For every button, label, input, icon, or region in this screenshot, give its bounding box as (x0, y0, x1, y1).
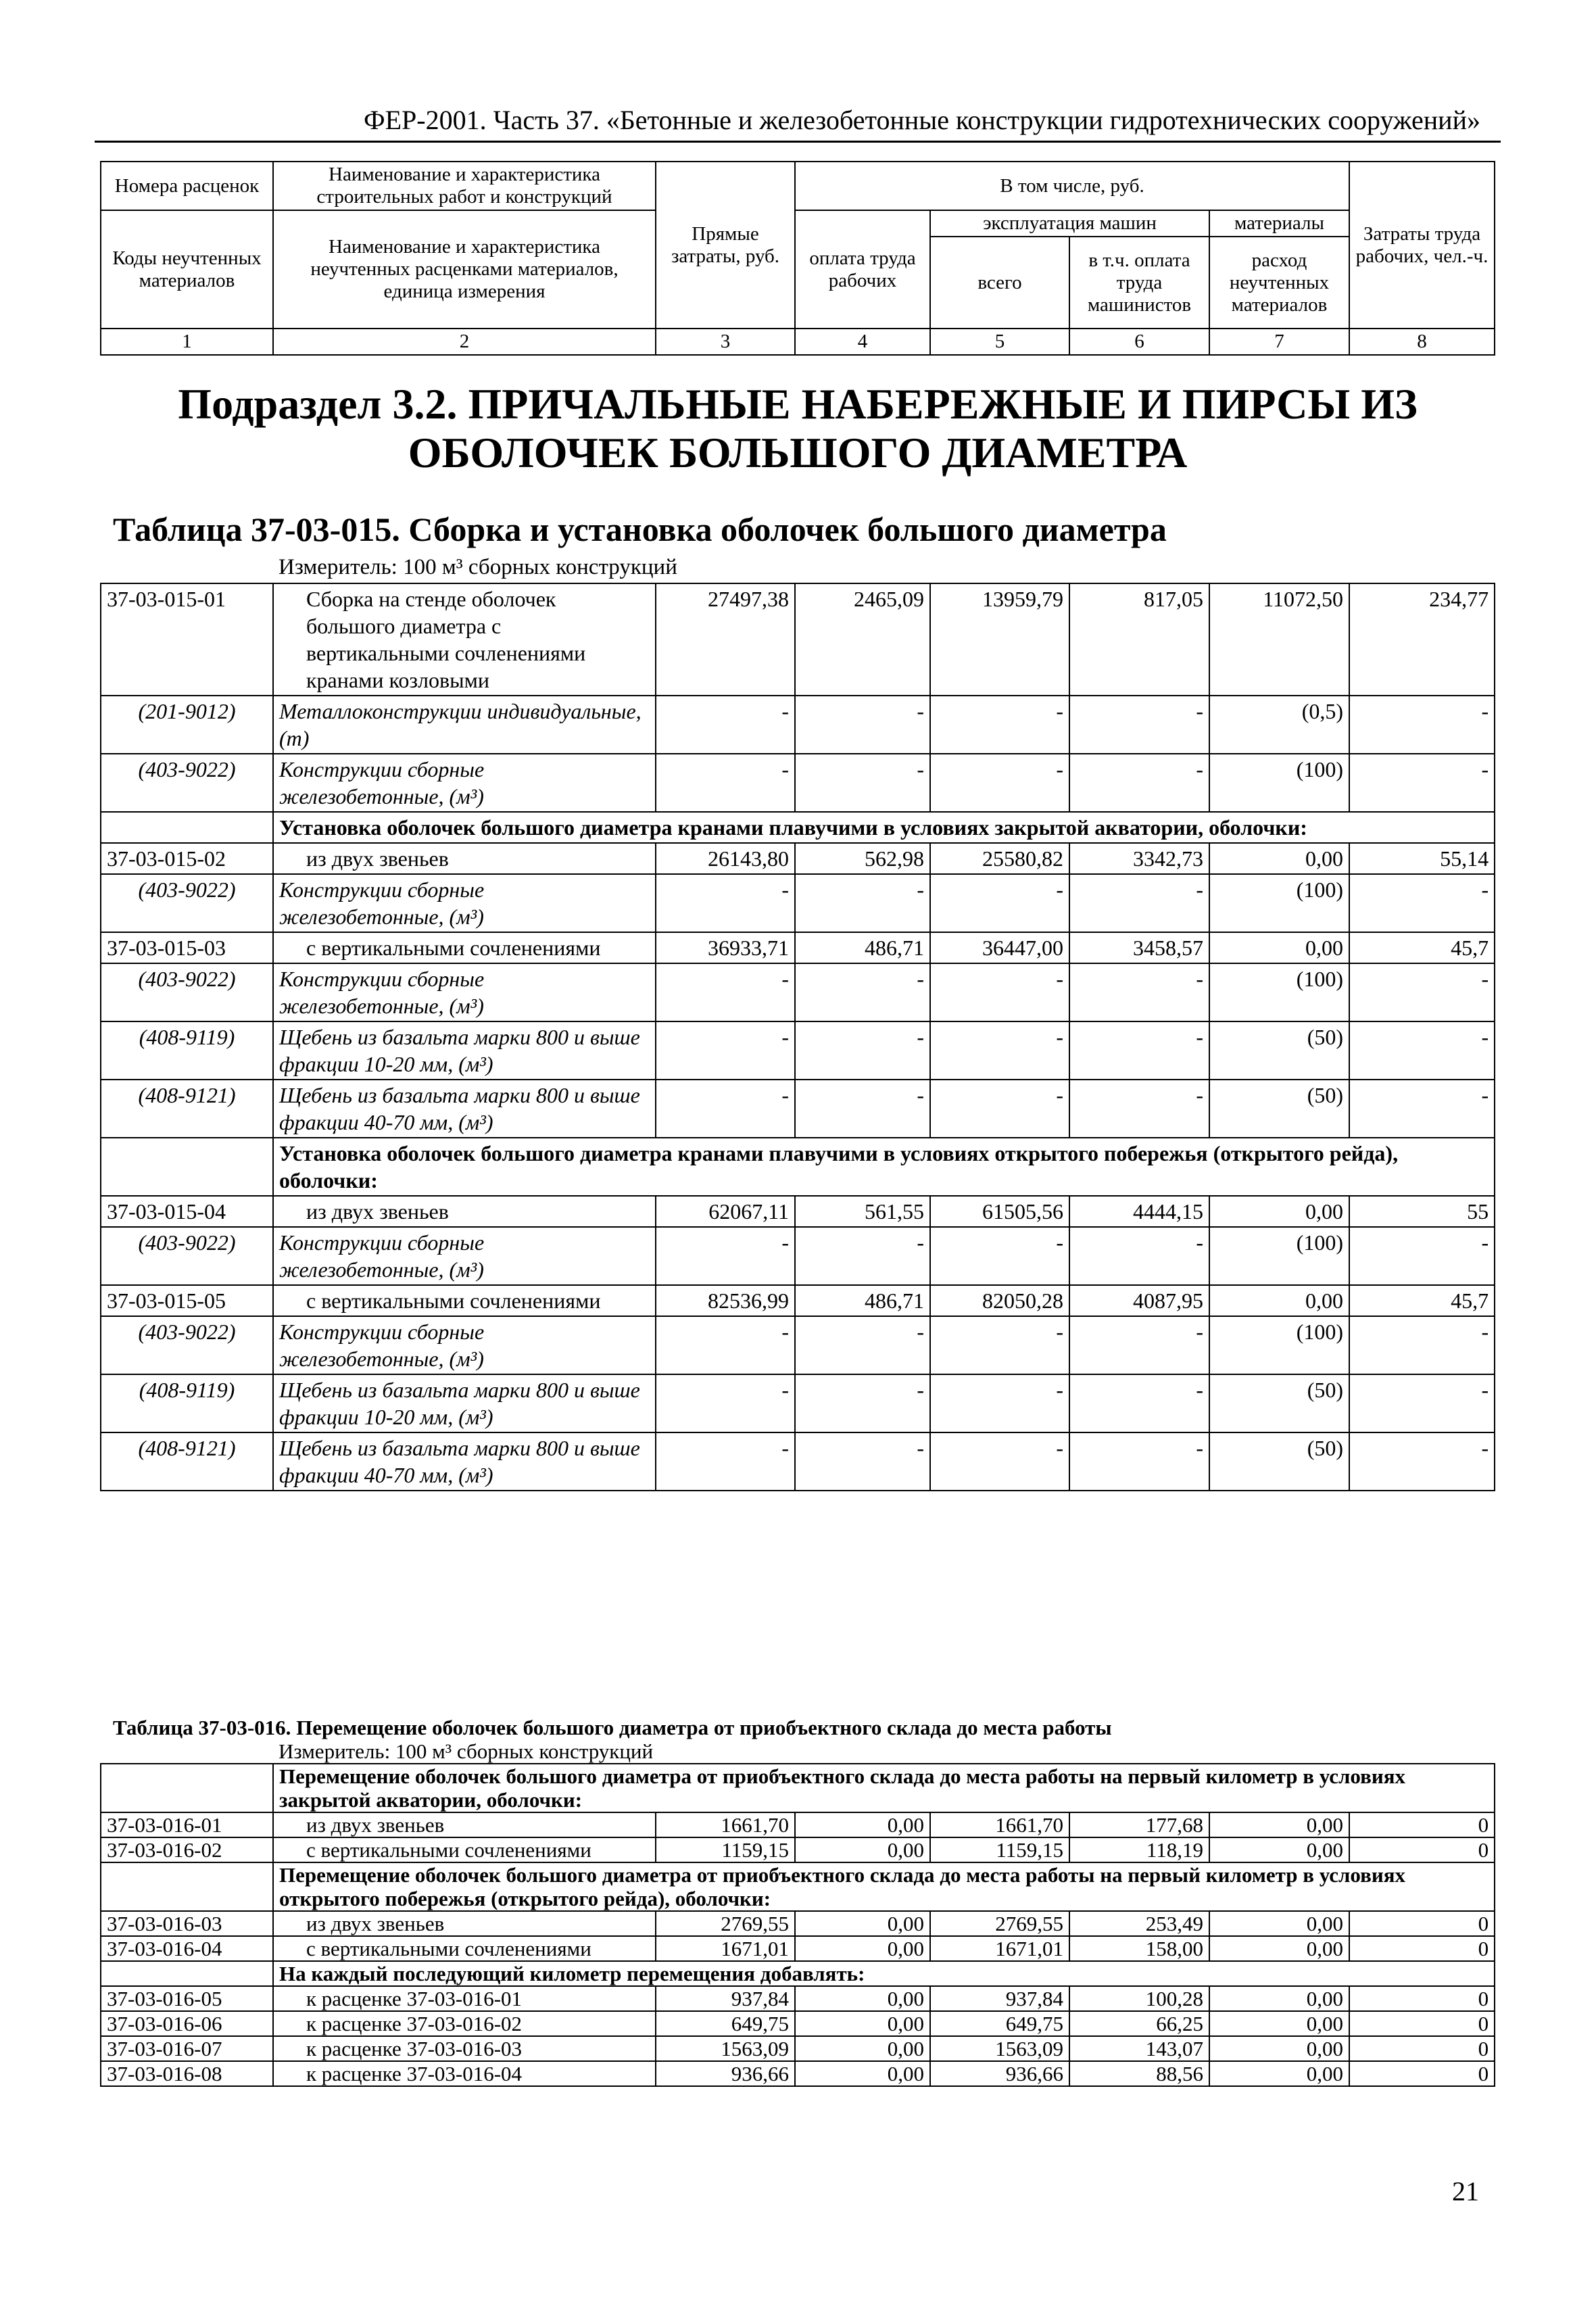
blank-cell (101, 1764, 273, 1812)
worker-pay: - (795, 874, 930, 932)
machine-total: 2769,55 (930, 1911, 1069, 1936)
material-consumption: (50) (1209, 1021, 1349, 1080)
direct-costs: 36933,71 (656, 932, 795, 963)
labor-costs: 0 (1349, 1936, 1495, 1961)
labor-costs: 234,77 (1349, 583, 1495, 696)
rate-row (101, 1986, 1495, 2011)
rate-row (101, 1285, 1495, 1316)
worker-pay: 0,00 (795, 1837, 930, 1862)
machinist-pay: 4087,95 (1069, 1285, 1209, 1316)
header-num-3: 3 (656, 329, 795, 355)
labor-costs: - (1349, 1021, 1495, 1080)
subheading-each-km: На каждый последующий километр перемещения добавлять: (273, 1961, 1495, 1986)
labor-costs: 0 (1349, 2061, 1495, 2086)
machine-total: 937,84 (930, 1986, 1069, 2011)
material-code: (201-9012) (101, 696, 273, 754)
rate-code: 37-03-016-07 (101, 2036, 273, 2061)
rate-name: с вертикальными сочленениями (273, 1936, 656, 1961)
material-consumption: 0,00 (1209, 932, 1349, 963)
labor-costs: - (1349, 874, 1495, 932)
worker-pay: - (795, 696, 930, 754)
rate-row (101, 583, 1495, 696)
material-code: (403-9022) (101, 754, 273, 812)
material-name: Конструкции сборные железобетонные, (м³) (273, 1316, 656, 1374)
header-num-7: 7 (1209, 329, 1349, 355)
rate-name: к расценке 37-03-016-01 (273, 1986, 656, 2011)
blank-cell (101, 812, 273, 843)
machinist-pay: 143,07 (1069, 2036, 1209, 2061)
labor-costs: 55 (1349, 1196, 1495, 1227)
subheading-closed-water: Перемещение оболочек большого диаметра от приобъектного склада до места работы на первый километр в условиях закрытой акватории, оболочки: (273, 1764, 1495, 1812)
material-code: (403-9022) (101, 963, 273, 1021)
header-machine-total: всего (930, 237, 1069, 329)
worker-pay: 0,00 (795, 1936, 930, 1961)
labor-costs: 0 (1349, 1837, 1495, 1862)
worker-pay: 562,98 (795, 843, 930, 874)
labor-costs: - (1349, 1080, 1495, 1138)
labor-costs: - (1349, 963, 1495, 1021)
rate-code: 37-03-016-03 (101, 1911, 273, 1936)
rate-code: 37-03-015-02 (101, 843, 273, 874)
material-consumption: (50) (1209, 1432, 1349, 1491)
direct-costs: 649,75 (656, 2011, 795, 2036)
worker-pay: - (795, 1432, 930, 1491)
machine-total: - (930, 963, 1069, 1021)
labor-costs: 45,7 (1349, 932, 1495, 963)
labor-costs: 0 (1349, 1986, 1495, 2011)
machinist-pay: 118,19 (1069, 1837, 1209, 1862)
header-materials: материалы (1209, 210, 1349, 237)
rate-code: 37-03-015-04 (101, 1196, 273, 1227)
header-labor-costs: Затраты труда рабочих, чел.-ч. (1349, 162, 1495, 329)
machinist-pay: 158,00 (1069, 1936, 1209, 1961)
rate-code: 37-03-016-08 (101, 2061, 273, 2086)
direct-costs: - (656, 1374, 795, 1432)
rate-row (101, 1911, 1495, 1936)
machinist-pay: 88,56 (1069, 2061, 1209, 2086)
header-material-consumption: расход неучтенных материалов (1209, 237, 1349, 329)
rate-code: 37-03-016-01 (101, 1812, 273, 1837)
rate-row (101, 1812, 1495, 1837)
material-consumption: (100) (1209, 1316, 1349, 1374)
worker-pay: 0,00 (795, 2036, 930, 2061)
machinist-pay: 4444,15 (1069, 1196, 1209, 1227)
direct-costs: - (656, 1432, 795, 1491)
machine-total: - (930, 1432, 1069, 1491)
machine-total: - (930, 1316, 1069, 1374)
machine-total: 36447,00 (930, 932, 1069, 963)
machinist-pay: - (1069, 754, 1209, 812)
worker-pay: - (795, 1374, 930, 1432)
rate-row (101, 1837, 1495, 1862)
material-code: (408-9119) (101, 1021, 273, 1080)
direct-costs: 26143,80 (656, 843, 795, 874)
worker-pay: 486,71 (795, 1285, 930, 1316)
material-name: Щебень из базальта марки 800 и выше фракции 10-20 мм, (м³) (273, 1374, 656, 1432)
worker-pay: - (795, 754, 930, 812)
worker-pay: 0,00 (795, 2011, 930, 2036)
direct-costs: 936,66 (656, 2061, 795, 2086)
rates-016 (101, 1764, 1495, 2086)
direct-costs: 937,84 (656, 1986, 795, 2011)
rate-row (101, 1936, 1495, 1961)
worker-pay: - (795, 1227, 930, 1285)
material-consumption: (100) (1209, 963, 1349, 1021)
rate-name: Сборка на стенде оболочек большого диаметра с вертикальными сочленениями кранами козловыми (273, 583, 656, 696)
subheading-row (101, 1961, 1495, 1986)
worker-pay: 0,00 (795, 1986, 930, 2011)
labor-costs: 45,7 (1349, 1285, 1495, 1316)
material-consumption: 0,00 (1209, 843, 1349, 874)
rate-name: из двух звеньев (273, 1911, 656, 1936)
machinist-pay: - (1069, 1227, 1209, 1285)
material-name: Щебень из базальта марки 800 и выше фракции 40-70 мм, (м³) (273, 1432, 656, 1491)
rate-code: 37-03-016-02 (101, 1837, 273, 1862)
subheading-row (101, 1764, 1495, 1812)
machinist-pay: - (1069, 963, 1209, 1021)
material-name: Конструкции сборные железобетонные, (м³) (273, 754, 656, 812)
material-consumption: (0,5) (1209, 696, 1349, 754)
machine-total: - (930, 1021, 1069, 1080)
rate-code: 37-03-015-01 (101, 583, 273, 696)
subheading-open-coast: Перемещение оболочек большого диаметра от приобъектного склада до места работы на первый километр в условиях открытого побережья (открытого рейда), оболочки: (273, 1862, 1495, 1911)
machine-total: 25580,82 (930, 843, 1069, 874)
machinist-pay: 100,28 (1069, 1986, 1209, 2011)
subheading-closed-water: Установка оболочек большого диаметра кранами плавучими в условиях закрытой акватории, оболочки: (273, 812, 1495, 843)
machinist-pay: - (1069, 1021, 1209, 1080)
blank-cell (101, 1862, 273, 1911)
table-37-03-016 (100, 1709, 1495, 2087)
machine-total: 82050,28 (930, 1285, 1069, 1316)
rate-row (101, 2061, 1495, 2086)
direct-costs: - (656, 1021, 795, 1080)
direct-costs: 62067,11 (656, 1196, 795, 1227)
machinist-pay: - (1069, 696, 1209, 754)
material-name: Конструкции сборные железобетонные, (м³) (273, 874, 656, 932)
material-row (101, 874, 1495, 932)
material-row (101, 963, 1495, 1021)
machine-total: 1159,15 (930, 1837, 1069, 1862)
worker-pay: - (795, 1021, 930, 1080)
direct-costs: 1159,15 (656, 1837, 795, 1862)
rate-name: к расценке 37-03-016-04 (273, 2061, 656, 2086)
rate-name: к расценке 37-03-016-02 (273, 2011, 656, 2036)
material-code: (408-9121) (101, 1432, 273, 1491)
rate-name: к расценке 37-03-016-03 (273, 2036, 656, 2061)
material-row (101, 754, 1495, 812)
material-name: Конструкции сборные железобетонные, (м³) (273, 963, 656, 1021)
machine-total: - (930, 874, 1069, 932)
header-including: В том числе, руб. (795, 162, 1349, 210)
header-material-codes: Коды неучтенных материалов (101, 210, 273, 329)
material-name: Металлоконструкции индивидуальные, (т) (273, 696, 656, 754)
material-consumption: 0,00 (1209, 2011, 1349, 2036)
direct-costs: - (656, 754, 795, 812)
section-title: Подраздел 3.2. ПРИЧАЛЬНЫЕ НАБЕРЕЖНЫЕ И ПИРСЫ ИЗ ОБОЛОЧЕК БОЛЬШОГО ДИАМЕТРА (178, 380, 1418, 477)
material-consumption: 0,00 (1209, 1196, 1349, 1227)
material-consumption: 0,00 (1209, 2036, 1349, 2061)
material-row (101, 1374, 1495, 1432)
direct-costs: - (656, 963, 795, 1021)
header-machinist-pay: в т.ч. оплата труда машинистов (1069, 237, 1209, 329)
rate-code: 37-03-016-05 (101, 1986, 273, 2011)
measure-016: Измеритель: 100 м³ сборных конструкций (279, 1739, 654, 1763)
material-consumption: 0,00 (1209, 1986, 1349, 2011)
rate-row (101, 1196, 1495, 1227)
material-consumption: (100) (1209, 874, 1349, 932)
labor-costs: 0 (1349, 1812, 1495, 1837)
labor-costs: 0 (1349, 2011, 1495, 2036)
material-row (101, 1432, 1495, 1491)
machinist-pay: 3458,57 (1069, 932, 1209, 963)
subheading-row (101, 812, 1495, 843)
labor-costs: - (1349, 1227, 1495, 1285)
worker-pay: 486,71 (795, 932, 930, 963)
column-header-table (100, 161, 1495, 356)
material-consumption: (100) (1209, 1227, 1349, 1285)
direct-costs: - (656, 696, 795, 754)
header-work-name: Наименование и характеристика строительных работ и конструкций (273, 162, 656, 210)
machine-total: 1671,01 (930, 1936, 1069, 1961)
material-row (101, 696, 1495, 754)
worker-pay: - (795, 963, 930, 1021)
subheading-row (101, 1138, 1495, 1196)
direct-costs: 1671,01 (656, 1936, 795, 1961)
labor-costs: - (1349, 1316, 1495, 1374)
rate-name: из двух звеньев (273, 1196, 656, 1227)
machine-total: - (930, 754, 1069, 812)
machinist-pay: 177,68 (1069, 1812, 1209, 1837)
rate-row (101, 843, 1495, 874)
material-consumption: (50) (1209, 1374, 1349, 1432)
machinist-pay: 66,25 (1069, 2011, 1209, 2036)
blank-cell (101, 1961, 273, 1986)
subheading-open-coast: Установка оболочек большого диаметра кранами плавучими в условиях открытого побережья (открытого рейда), оболочки: (273, 1138, 1495, 1196)
measure-015: Измеритель: 100 м³ сборных конструкций (279, 555, 677, 579)
material-consumption: 0,00 (1209, 1837, 1349, 1862)
material-consumption: 0,00 (1209, 2061, 1349, 2086)
rate-name: с вертикальными сочленениями (273, 932, 656, 963)
worker-pay: 0,00 (795, 1911, 930, 1936)
header-rate-numbers: Номера расценок (101, 162, 273, 210)
header-num-8: 8 (1349, 329, 1495, 355)
rate-code: 37-03-015-03 (101, 932, 273, 963)
table-37-03-015 (100, 361, 1495, 1491)
labor-costs: - (1349, 1374, 1495, 1432)
direct-costs: 2769,55 (656, 1911, 795, 1936)
machine-total: - (930, 696, 1069, 754)
rate-name: с вертикальными сочленениями (273, 1837, 656, 1862)
labor-costs: - (1349, 696, 1495, 754)
material-row (101, 1021, 1495, 1080)
direct-costs: 1563,09 (656, 2036, 795, 2061)
rate-name: из двух звеньев (273, 1812, 656, 1837)
labor-costs: 55,14 (1349, 843, 1495, 874)
direct-costs: - (656, 1227, 795, 1285)
worker-pay: 0,00 (795, 1812, 930, 1837)
running-header (95, 100, 1501, 143)
material-row (101, 1316, 1495, 1374)
worker-pay: 2465,09 (795, 583, 930, 696)
header-num-1: 1 (101, 329, 273, 355)
labor-costs: - (1349, 754, 1495, 812)
table-title-015: Таблица 37-03-015. Сборка и установка оболочек большого диаметра (113, 510, 1167, 548)
material-code: (408-9119) (101, 1374, 273, 1432)
machinist-pay: - (1069, 1432, 1209, 1491)
rate-code: 37-03-016-04 (101, 1936, 273, 1961)
machinist-pay: 3342,73 (1069, 843, 1209, 874)
rate-row (101, 932, 1495, 963)
subheading-row (101, 1862, 1495, 1911)
direct-costs: - (656, 1080, 795, 1138)
material-consumption: 0,00 (1209, 1812, 1349, 1837)
machine-total: 649,75 (930, 2011, 1069, 2036)
material-consumption: (100) (1209, 754, 1349, 812)
material-code: (403-9022) (101, 874, 273, 932)
header-direct-costs: Прямые затраты, руб. (656, 162, 795, 329)
rate-row (101, 2036, 1495, 2061)
material-code: (403-9022) (101, 1316, 273, 1374)
direct-costs: - (656, 1316, 795, 1374)
machinist-pay: - (1069, 1080, 1209, 1138)
worker-pay: 0,00 (795, 2061, 930, 2086)
material-consumption: 0,00 (1209, 1936, 1349, 1961)
material-consumption: 0,00 (1209, 1911, 1349, 1936)
material-consumption: 11072,50 (1209, 583, 1349, 696)
machinist-pay: - (1069, 1374, 1209, 1432)
direct-costs: 1661,70 (656, 1812, 795, 1837)
header-num-4: 4 (795, 329, 930, 355)
material-name: Щебень из базальта марки 800 и выше фракции 40-70 мм, (м³) (273, 1080, 656, 1138)
machine-total: 13959,79 (930, 583, 1069, 696)
labor-costs: 0 (1349, 2036, 1495, 2061)
blank-cell (101, 1138, 273, 1196)
direct-costs: 27497,38 (656, 583, 795, 696)
header-num-2: 2 (273, 329, 656, 355)
rate-name: из двух звеньев (273, 843, 656, 874)
machine-total: 1563,09 (930, 2036, 1069, 2061)
labor-costs: - (1349, 1432, 1495, 1491)
rate-row (101, 2011, 1495, 2036)
running-header-text: ФЕР-2001. Часть 37. «Бетонные и железобетонные конструкции гидротехнических сооружений» (363, 105, 1480, 135)
table-title-016: Таблица 37-03-016. Перемещение оболочек большого диаметра от приобъектного склада до места работы (113, 1716, 1112, 1739)
material-row (101, 1080, 1495, 1138)
worker-pay: - (795, 1316, 930, 1374)
machinist-pay: 253,49 (1069, 1911, 1209, 1936)
machinist-pay: - (1069, 1316, 1209, 1374)
material-consumption: (50) (1209, 1080, 1349, 1138)
rate-code: 37-03-015-05 (101, 1285, 273, 1316)
machine-total: 1661,70 (930, 1812, 1069, 1837)
material-name: Конструкции сборные железобетонные, (м³) (273, 1227, 656, 1285)
header-machine-operation: эксплуатация машин (930, 210, 1209, 237)
machine-total: - (930, 1227, 1069, 1285)
rate-code: 37-03-016-06 (101, 2011, 273, 2036)
machinist-pay: - (1069, 874, 1209, 932)
material-code: (403-9022) (101, 1227, 273, 1285)
machine-total: - (930, 1080, 1069, 1138)
machinist-pay: 817,05 (1069, 583, 1209, 696)
direct-costs: - (656, 874, 795, 932)
header-worker-pay: оплата труда рабочих (795, 210, 930, 329)
page-number: 21 (1452, 2176, 1479, 2206)
labor-costs: 0 (1349, 1911, 1495, 1936)
header-num-6: 6 (1069, 329, 1209, 355)
machine-total: - (930, 1374, 1069, 1432)
header-material-names: Наименование и характеристика неучтенных расценками материалов, единица измерения (273, 210, 656, 329)
material-name: Щебень из базальта марки 800 и выше фракции 10-20 мм, (м³) (273, 1021, 656, 1080)
rate-name: с вертикальными сочленениями (273, 1285, 656, 1316)
header-num-5: 5 (930, 329, 1069, 355)
worker-pay: - (795, 1080, 930, 1138)
machine-total: 61505,56 (930, 1196, 1069, 1227)
material-row (101, 1227, 1495, 1285)
rates-015 (101, 583, 1495, 1491)
material-consumption: 0,00 (1209, 1285, 1349, 1316)
machine-total: 936,66 (930, 2061, 1069, 2086)
material-code: (408-9121) (101, 1080, 273, 1138)
worker-pay: 561,55 (795, 1196, 930, 1227)
direct-costs: 82536,99 (656, 1285, 795, 1316)
